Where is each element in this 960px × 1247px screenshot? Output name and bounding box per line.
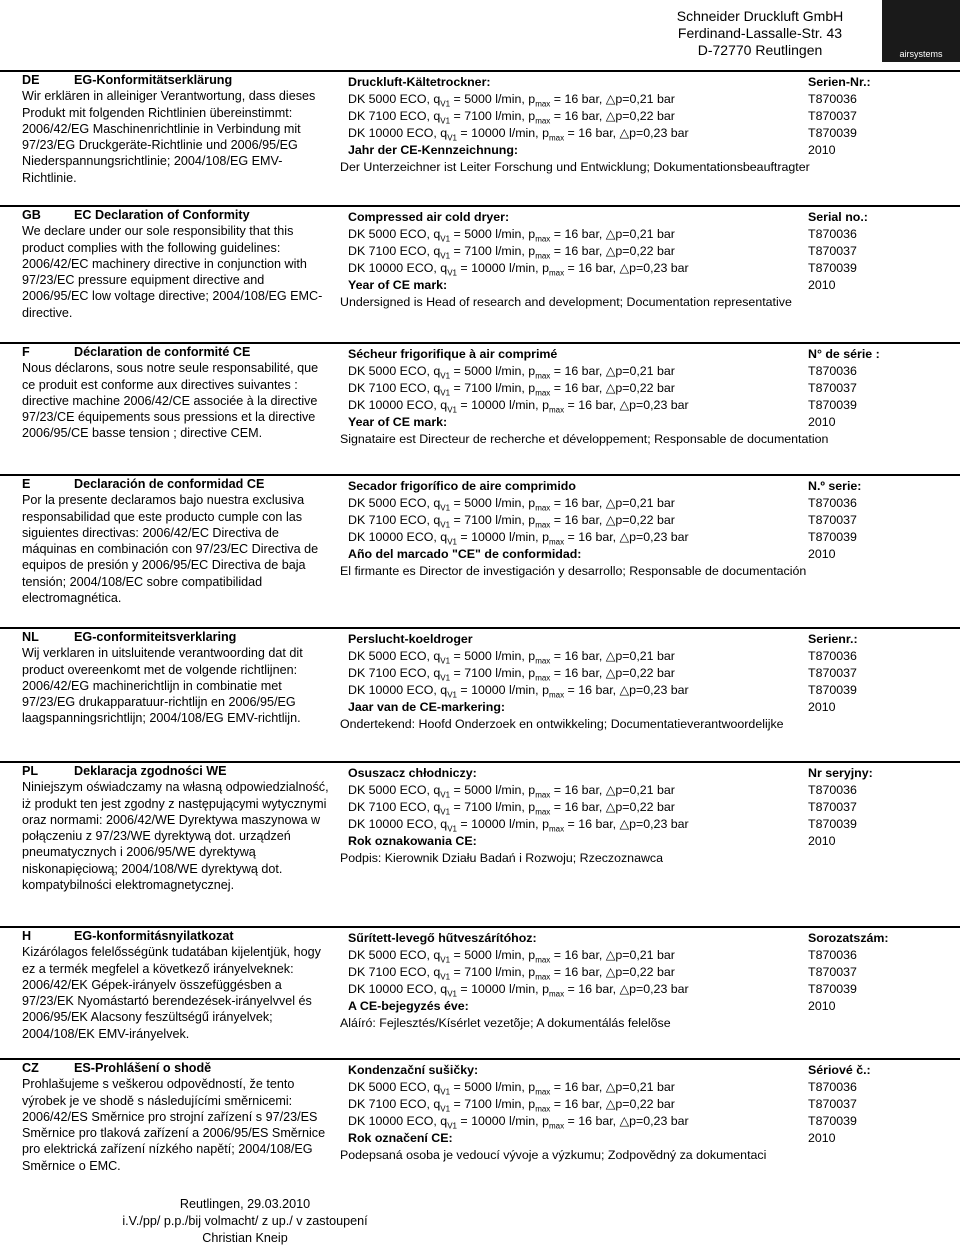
pressure-drop: p=0,21 bar (615, 227, 675, 241)
declaration-body: Nous déclarons, sous notre seule responsabilité, que ce produit est conforme aux directives suivantes : directive machine 2006/42/CE associée à la directive 97/23/CE équipements sous pressions et la directive 2006/95/CE basse tension ; directive CEM. (22, 361, 319, 441)
flow-rate: 7100 (464, 800, 492, 814)
product-row (340, 529, 890, 546)
product-spec: DK 7100 ECO, $q_{V1} = 7100$ l/min, $p_{max} = 16$ bar, △p=0,22 bar (348, 381, 675, 398)
ce-year-row (340, 414, 890, 431)
declaration-text (22, 344, 332, 442)
declaration-heading (22, 72, 332, 88)
schneider-logo (882, 0, 960, 62)
language-code: NL (22, 630, 39, 644)
pressure-drop: p=0,23 bar (629, 982, 689, 996)
serial-number: T870036 (808, 948, 857, 962)
product-spec: DK 5000 ECO, $q_{V1} = 5000$ l/min, $p_{max} = 16$ bar, △p=0,21 bar (348, 1080, 675, 1097)
flow-rate: 10000 (471, 683, 506, 697)
serial-number: T870037 (808, 666, 857, 680)
max-pressure: 16 bar (578, 683, 613, 697)
pressure-drop: p=0,23 bar (629, 126, 689, 140)
language-code: DE (22, 73, 40, 87)
ce-year-label: Rok oznakowania CE: (348, 834, 477, 848)
product-model: DK 10000 ECO (348, 683, 434, 697)
flow-rate: 10000 (471, 817, 506, 831)
product-row (340, 108, 890, 125)
product-spec: DK 5000 ECO, $q_{V1} = 5000$ l/min, $p_{max} = 16$ bar, △p=0,21 bar (348, 364, 675, 381)
max-pressure: 16 bar (564, 227, 599, 241)
max-pressure: 16 bar (578, 982, 613, 996)
serial-number: T870037 (808, 244, 857, 258)
serial-title: Serienr.: (808, 632, 858, 646)
signature-block (120, 1196, 370, 1247)
flow-rate: 5000 (464, 92, 492, 106)
flow-rate: 10000 (471, 398, 506, 412)
product-model: DK 5000 ECO (348, 496, 427, 510)
product-model: DK 5000 ECO (348, 92, 427, 106)
declaration-body: Wij verklaren in uitsluitende verantwoording dat dit product overeenkomt met de volgende richtlijnen: 2006/42/EG machinerichtlijn in combinatie met 97/23/EG drukapparatuur-richtlijn en 2006/95/EG laagspanningsrichtlijn; 2004/108/EG EMV-richtlijn. (22, 646, 303, 726)
product-spec: DK 7100 ECO, $q_{V1} = 7100$ l/min, $p_{max} = 16$ bar, △p=0,22 bar (348, 965, 675, 982)
flow-rate: 10000 (471, 261, 506, 275)
signatory-note: Podepsaná osoba je vedoucí vývoje a výzkumu; Zodpovědný za dokumentaci (340, 1148, 767, 1162)
company-street: Ferdinand-Lassalle-Str. 43 (677, 25, 843, 41)
serial-title: Serial no.: (808, 210, 868, 224)
serial-title: N° de série : (808, 347, 880, 361)
max-pressure: 16 bar (578, 817, 613, 831)
max-pressure: 16 bar (564, 948, 599, 962)
product-title-row (340, 1062, 890, 1079)
ce-year: 2010 (808, 834, 836, 848)
declaration-body: Wir erklären in alleiniger Verantwortung, dass dieses Produkt mit folgenden Richtlinien übereinstimmt: 2006/42/EG Maschinenrichtlinie in Verbindung mit 97/23/EG Druckgeräte-Richtlinie und 2006/95/EG Niederspannungsrichtlinie; 2004/108/EG EMV-Richtlinie. (22, 89, 316, 185)
company-city: D-72770 Reutlingen (697, 42, 823, 58)
max-pressure: 16 bar (564, 244, 599, 258)
product-model: DK 7100 ECO (348, 109, 427, 123)
product-model: DK 10000 ECO (348, 1114, 434, 1128)
product-table (340, 631, 890, 733)
serial-title: Sorozatszám: (808, 931, 889, 945)
product-row (340, 799, 890, 816)
signatory-note: Ondertekend: Hoofd Onderzoek en ontwikkeling; Documentatieverantwoordelijke (340, 717, 784, 731)
serial-number: T870036 (808, 783, 857, 797)
product-row (340, 380, 890, 397)
pressure-drop: p=0,22 bar (615, 800, 675, 814)
product-spec: DK 10000 ECO, $q_{V1} = 10000$ l/min, $p_{max} = 16$ bar, △p=0,23 bar (348, 126, 689, 143)
ce-year-label: Jaar van de CE-markering: (348, 700, 506, 714)
signature-line: i.V./pp/ p.p./bij volmacht/ z up./ v zastoupení (122, 1214, 368, 1228)
ce-year-row (340, 1130, 890, 1147)
product-model: DK 7100 ECO (348, 1097, 427, 1111)
logo-subtitle: airsystems (899, 49, 943, 59)
serial-number: T870036 (808, 496, 857, 510)
serial-number: T870036 (808, 649, 857, 663)
max-pressure: 16 bar (578, 126, 613, 140)
product-title-row (340, 346, 890, 363)
flow-rate: 5000 (464, 783, 492, 797)
max-pressure: 16 bar (564, 1080, 599, 1094)
serial-number: T870036 (808, 227, 857, 241)
max-pressure: 16 bar (564, 783, 599, 797)
pressure-drop: p=0,23 bar (629, 530, 689, 544)
product-spec: DK 7100 ECO, $q_{V1} = 7100$ l/min, $p_{max} = 16$ bar, △p=0,22 bar (348, 513, 675, 530)
declaration-heading (22, 344, 332, 360)
pressure-drop: p=0,22 bar (615, 513, 675, 527)
max-pressure: 16 bar (564, 496, 599, 510)
serial-number: T870039 (808, 398, 857, 412)
serial-number: T870039 (808, 817, 857, 831)
pressure-drop: p=0,21 bar (615, 496, 675, 510)
declaration-heading (22, 1060, 332, 1076)
product-model: DK 7100 ECO (348, 513, 427, 527)
product-title: Secador frigorífico de aire comprimido (348, 479, 576, 493)
max-pressure: 16 bar (578, 530, 613, 544)
serial-number: T870036 (808, 1080, 857, 1094)
heading-text: Déclaration de conformité CE (74, 345, 251, 359)
declaration-body: Niniejszym oświadczamy na własną odpowiedzialność, iż produkt ten jest zgodny z następującymi wytycznymi oraz normami: 2006/42/WE Dyrektywa maszynowa w połączeniu z 97/23/WE dyrektywą dot. urządzeń pneumatycznych i 2006/95/WE dyrektywą niskonapięciową; 2004/108/WE dyrektywą dot. kompatybilności elektromagnetycznej. (22, 780, 329, 893)
declaration-text (22, 207, 332, 321)
product-table (340, 346, 890, 448)
product-row (340, 1079, 890, 1096)
serial-number: T870037 (808, 381, 857, 395)
ce-year-row (340, 277, 890, 294)
flow-rate: 7100 (464, 244, 492, 258)
flow-rate: 5000 (464, 1080, 492, 1094)
product-model: DK 10000 ECO (348, 126, 434, 140)
product-title: Compressed air cold dryer: (348, 210, 510, 224)
language-code: PL (22, 764, 39, 778)
pressure-drop: p=0,21 bar (615, 1080, 675, 1094)
product-spec: DK 5000 ECO, $q_{V1} = 5000$ l/min, $p_{max} = 16$ bar, △p=0,21 bar (348, 783, 675, 800)
heading-text: Deklaracja zgodności WE (74, 764, 227, 778)
serial-number: T870039 (808, 261, 857, 275)
serial-number: T870037 (808, 1097, 857, 1111)
product-title: Osuszacz chłodniczy: (348, 766, 477, 780)
product-title: Sécheur frigorifique à air comprimé (348, 347, 558, 361)
signer-name: Christian Kneip (202, 1231, 288, 1245)
signatory-note: El firmante es Director de investigación y desarrollo; Responsable de documentación (340, 564, 807, 578)
flow-rate: 7100 (464, 1097, 492, 1111)
serial-number: T870037 (808, 965, 857, 979)
flow-rate: 10000 (471, 530, 506, 544)
flow-rate: 10000 (471, 1114, 506, 1128)
product-spec: DK 5000 ECO, $q_{V1} = 5000$ l/min, $p_{max} = 16$ bar, △p=0,21 bar (348, 496, 675, 513)
serial-number: T870036 (808, 364, 857, 378)
flow-rate: 7100 (464, 109, 492, 123)
product-spec: DK 10000 ECO, $q_{V1} = 10000$ l/min, $p_{max} = 16$ bar, △p=0,23 bar (348, 982, 689, 999)
ce-year: 2010 (808, 415, 836, 429)
signatory-note: Der Unterzeichner ist Leiter Forschung und Entwicklung; Dokumentationsbeauftragter (340, 160, 810, 174)
product-row (340, 1096, 890, 1113)
product-table (340, 1062, 890, 1164)
product-row (340, 1113, 890, 1130)
signatory-note: Aláíró: Fejlesztés/Kísérlet vezetõje; A dokumentálás felelõse (340, 1016, 671, 1030)
serial-title: Serien-Nr.: (808, 75, 871, 89)
pressure-drop: p=0,21 bar (615, 92, 675, 106)
product-row (340, 226, 890, 243)
product-model: DK 5000 ECO (348, 364, 427, 378)
product-model: DK 7100 ECO (348, 666, 427, 680)
pressure-drop: p=0,21 bar (615, 783, 675, 797)
declaration-text (22, 1060, 332, 1174)
max-pressure: 16 bar (564, 800, 599, 814)
pressure-drop: p=0,22 bar (615, 244, 675, 258)
product-row (340, 243, 890, 260)
ce-year-row (340, 142, 890, 159)
declaration-heading (22, 629, 332, 645)
serial-number: T870036 (808, 92, 857, 106)
signatory-note: Signataire est Directeur de recherche et développement; Responsable de documentation (340, 432, 829, 446)
product-model: DK 10000 ECO (348, 261, 434, 275)
declaration-text (22, 629, 332, 727)
ce-year: 2010 (808, 700, 836, 714)
serial-title: Nr seryjny: (808, 766, 873, 780)
declaration-body: We declare under our sole responsibility that this product complies with the following guidelines: 2006/42/EC machinery directive in conjunction with 97/23/EC pressure equipment directive and 2006/95/EC low voltage directive; 2004/108/EG EMC-directive. (22, 224, 323, 320)
product-model: DK 7100 ECO (348, 800, 427, 814)
product-row (340, 665, 890, 682)
ce-year-row (340, 546, 890, 563)
flow-rate: 7100 (464, 513, 492, 527)
ce-year-label: Año del marcado "CE" de conformidad: (348, 547, 582, 561)
pressure-drop: p=0,23 bar (629, 398, 689, 412)
language-code: CZ (22, 1061, 39, 1075)
serial-title: N.º serie: (808, 479, 862, 493)
flow-rate: 5000 (464, 496, 492, 510)
max-pressure: 16 bar (564, 965, 599, 979)
product-row (340, 648, 890, 665)
ce-year: 2010 (808, 547, 836, 561)
product-spec: DK 7100 ECO, $q_{V1} = 7100$ l/min, $p_{max} = 16$ bar, △p=0,22 bar (348, 666, 675, 683)
product-table (340, 74, 890, 176)
heading-text: EC Declaration of Conformity (74, 208, 250, 222)
signatory-note: Undersigned is Head of research and development; Documentation representative (340, 295, 792, 309)
declaration-text (22, 72, 332, 186)
product-row (340, 260, 890, 277)
company-name: Schneider Druckluft GmbH (676, 8, 844, 24)
flow-rate: 5000 (464, 948, 492, 962)
product-spec: DK 7100 ECO, $q_{V1} = 7100$ l/min, $p_{max} = 16$ bar, △p=0,22 bar (348, 244, 675, 261)
product-spec: DK 10000 ECO, $q_{V1} = 10000$ l/min, $p_{max} = 16$ bar, △p=0,23 bar (348, 817, 689, 834)
product-row (340, 981, 890, 998)
pressure-drop: p=0,22 bar (615, 666, 675, 680)
ce-year-label: A CE-bejegyzés éve: (348, 999, 469, 1013)
flow-rate: 7100 (464, 965, 492, 979)
serial-number: T870037 (808, 109, 857, 123)
pressure-drop: p=0,23 bar (629, 261, 689, 275)
product-spec: DK 7100 ECO, $q_{V1} = 7100$ l/min, $p_{max} = 16$ bar, △p=0,22 bar (348, 800, 675, 817)
flow-rate: 10000 (471, 126, 506, 140)
max-pressure: 16 bar (578, 1114, 613, 1128)
product-spec: DK 10000 ECO, $q_{V1} = 10000$ l/min, $p_{max} = 16$ bar, △p=0,23 bar (348, 1114, 689, 1131)
flow-rate: 5000 (464, 227, 492, 241)
heading-text: ES-Prohlášení o shodě (74, 1061, 212, 1075)
product-row (340, 397, 890, 414)
declaration-text (22, 763, 332, 893)
declaration-body: Kizárólagos felelősségünk tudatában kijelentjük, hogy ez a termék megfelel a következő irányelveknek: 2006/42/EK Gépek-irányelv összefüggésben a 97/23/EK Nyomástartó berendezések-irányelvvel és 2006/95/EK Alacsony feszültségű irányelvek; 2004/108/EK EMV-irányelvek. (22, 945, 321, 1041)
serial-number: T870037 (808, 800, 857, 814)
product-spec: DK 7100 ECO, $q_{V1} = 7100$ l/min, $p_{max} = 16$ bar, △p=0,22 bar (348, 1097, 675, 1114)
max-pressure: 16 bar (578, 261, 613, 275)
pressure-drop: p=0,23 bar (629, 1114, 689, 1128)
product-spec: DK 5000 ECO, $q_{V1} = 5000$ l/min, $p_{max} = 16$ bar, △p=0,21 bar (348, 227, 675, 244)
declaration-heading (22, 476, 332, 492)
product-model: DK 10000 ECO (348, 982, 434, 996)
product-spec: DK 7100 ECO, $q_{V1} = 7100$ l/min, $p_{max} = 16$ bar, △p=0,22 bar (348, 109, 675, 126)
declaration-heading (22, 763, 332, 779)
pressure-drop: p=0,23 bar (629, 683, 689, 697)
product-title: Kondenzační sušičky: (348, 1063, 479, 1077)
product-title-row (340, 478, 890, 495)
serial-number: T870039 (808, 982, 857, 996)
product-title: Sűrített-levegő hűtveszárítóhoz: (348, 931, 537, 945)
product-title-row (340, 631, 890, 648)
product-row (340, 964, 890, 981)
ce-year-row (340, 998, 890, 1015)
declaration-text (22, 476, 332, 606)
product-model: DK 7100 ECO (348, 381, 427, 395)
product-spec: DK 10000 ECO, $q_{V1} = 10000$ l/min, $p_{max} = 16$ bar, △p=0,23 bar (348, 530, 689, 547)
product-row (340, 782, 890, 799)
product-spec: DK 10000 ECO, $q_{V1} = 10000$ l/min, $p_{max} = 16$ bar, △p=0,23 bar (348, 398, 689, 415)
product-row (340, 682, 890, 699)
product-title-row (340, 209, 890, 226)
serial-number: T870037 (808, 513, 857, 527)
company-address (640, 8, 880, 59)
product-title-row (340, 765, 890, 782)
ce-year-label: Jahr der CE-Kennzeichnung: (348, 143, 519, 157)
ce-year: 2010 (808, 999, 836, 1013)
heading-text: EG-Konformitätserklärung (74, 73, 233, 87)
flow-rate: 7100 (464, 666, 492, 680)
max-pressure: 16 bar (564, 92, 599, 106)
max-pressure: 16 bar (564, 513, 599, 527)
serial-number: T870039 (808, 126, 857, 140)
declaration-body: Prohlašujeme s veškerou odpovědností, že tento výrobek je ve shodě s následujícími směrnicemi: 2006/42/ES Směrnice pro strojní zařízení s 97/23/ES Směrnice pro tlaková zařízení a 2006/95/ES Směrnice pro elektrická zařízení nízkého napětí; 2004/108/EG Směrnice o EMC. (22, 1077, 326, 1173)
pressure-drop: p=0,22 bar (615, 1097, 675, 1111)
product-title: Perslucht-koeldroger (348, 632, 473, 646)
product-model: DK 5000 ECO (348, 1080, 427, 1094)
heading-text: Declaración de conformidad CE (74, 477, 265, 491)
max-pressure: 16 bar (564, 649, 599, 663)
ce-year: 2010 (808, 1131, 836, 1145)
language-code: GB (22, 208, 41, 222)
product-spec: DK 5000 ECO, $q_{V1} = 5000$ l/min, $p_{max} = 16$ bar, △p=0,21 bar (348, 649, 675, 666)
product-title: Druckluft-Kältetrockner: (348, 75, 491, 89)
max-pressure: 16 bar (578, 398, 613, 412)
max-pressure: 16 bar (564, 364, 599, 378)
serial-number: T870039 (808, 1114, 857, 1128)
ce-year-label: Year of CE mark: (348, 278, 448, 292)
product-model: DK 7100 ECO (348, 965, 427, 979)
declaration-text (22, 928, 332, 1042)
product-title-row (340, 930, 890, 947)
flow-rate: 5000 (464, 364, 492, 378)
product-row (340, 91, 890, 108)
product-model: DK 7100 ECO (348, 244, 427, 258)
product-table (340, 209, 890, 311)
product-model: DK 10000 ECO (348, 817, 434, 831)
product-model: DK 5000 ECO (348, 948, 427, 962)
ce-year-label: Rok označení CE: (348, 1131, 453, 1145)
max-pressure: 16 bar (564, 381, 599, 395)
ce-year-row (340, 699, 890, 716)
product-row (340, 495, 890, 512)
pressure-drop: p=0,22 bar (615, 381, 675, 395)
product-row (340, 947, 890, 964)
product-row (340, 125, 890, 142)
language-code: F (22, 345, 30, 359)
serial-number: T870039 (808, 683, 857, 697)
product-model: DK 5000 ECO (348, 227, 427, 241)
language-code: E (22, 477, 31, 491)
product-table (340, 478, 890, 580)
product-model: DK 10000 ECO (348, 530, 434, 544)
product-title-row (340, 74, 890, 91)
product-spec: DK 10000 ECO, $q_{V1} = 10000$ l/min, $p_{max} = 16$ bar, △p=0,23 bar (348, 261, 689, 278)
serial-title: Sériové č.: (808, 1063, 871, 1077)
product-spec: DK 10000 ECO, $q_{V1} = 10000$ l/min, $p_{max} = 16$ bar, △p=0,23 bar (348, 683, 689, 700)
product-row (340, 512, 890, 529)
signatory-note: Podpis: Kierownik Działu Badań i Rozwoju; Rzeczoznawca (340, 851, 663, 865)
product-model: DK 5000 ECO (348, 649, 427, 663)
product-model: DK 5000 ECO (348, 783, 427, 797)
declaration-heading (22, 207, 332, 223)
product-row (340, 816, 890, 833)
ce-year-row (340, 833, 890, 850)
pressure-drop: p=0,21 bar (615, 649, 675, 663)
heading-text: EG-conformiteitsverklaring (74, 630, 237, 644)
pressure-drop: p=0,22 bar (615, 965, 675, 979)
max-pressure: 16 bar (564, 1097, 599, 1111)
product-table (340, 930, 890, 1032)
product-spec: DK 5000 ECO, $q_{V1} = 5000$ l/min, $p_{max} = 16$ bar, △p=0,21 bar (348, 92, 675, 109)
serial-number: T870039 (808, 530, 857, 544)
pressure-drop: p=0,21 bar (615, 364, 675, 378)
ce-year: 2010 (808, 278, 836, 292)
flow-rate: 10000 (471, 982, 506, 996)
ce-year: 2010 (808, 143, 836, 157)
product-row (340, 363, 890, 380)
product-model: DK 10000 ECO (348, 398, 434, 412)
place-date: Reutlingen, 29.03.2010 (179, 1197, 311, 1211)
product-table (340, 765, 890, 867)
max-pressure: 16 bar (564, 109, 599, 123)
heading-text: EG-konformitásnyilatkozat (74, 929, 234, 943)
flow-rate: 7100 (464, 381, 492, 395)
language-code: H (22, 929, 32, 943)
declaration-body: Por la presente declaramos bajo nuestra exclusiva responsabilidad que este producto cumple con las siguientes directivas: 2006/42/EC Directiva de máquinas en combinación con 97/23/EC Directiva de equipos de presión y 2006/95/EC Directiva de baja tensión; 2004/108/EC sobre compatibilidad electromagnética. (22, 493, 319, 606)
product-spec: DK 5000 ECO, $q_{V1} = 5000$ l/min, $p_{max} = 16$ bar, △p=0,21 bar (348, 948, 675, 965)
ce-year-label: Year of CE mark: (348, 415, 448, 429)
pressure-drop: p=0,22 bar (615, 109, 675, 123)
flow-rate: 5000 (464, 649, 492, 663)
declaration-heading (22, 928, 332, 944)
pressure-drop: p=0,23 bar (629, 817, 689, 831)
max-pressure: 16 bar (564, 666, 599, 680)
pressure-drop: p=0,21 bar (615, 948, 675, 962)
